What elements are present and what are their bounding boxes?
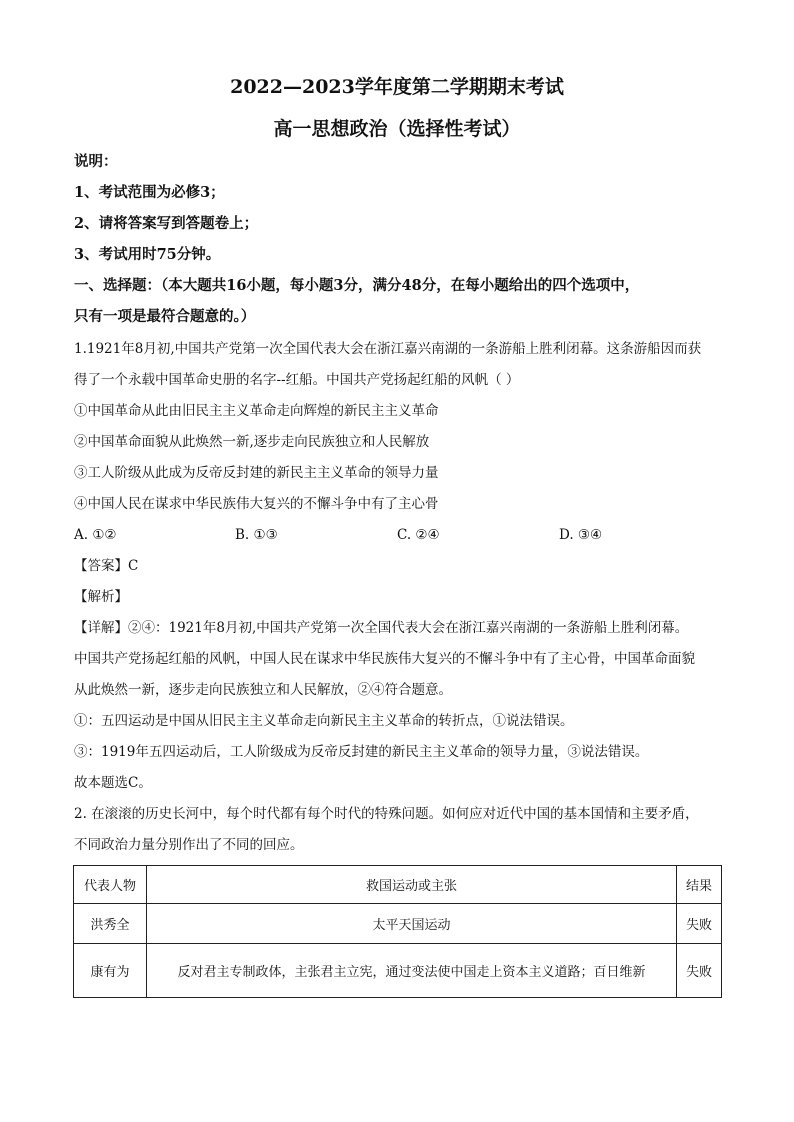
q1-option-d: D. ③④ <box>559 527 603 543</box>
exam-title: 2022—2023学年度第二学期期末考试 <box>230 76 564 98</box>
exam-subtitle: 高一思想政治（选择性考试） <box>273 118 521 140</box>
table-cell: 反对君主专制政体，主张君主立宪，通过变法使中国走上资本主义道路；百日维新 <box>146 944 676 998</box>
table-header-row <box>74 866 722 904</box>
section-title: 一、选择题：（本大题共16小题，每小题3分，满分48分，在每小题给出的四个选项中， <box>74 277 640 294</box>
table-cell: 太平天国运动 <box>146 904 676 944</box>
q1-detail-line: 中国共产党扬起红船的风帆，中国人民在谋求中华民族伟大复兴的不懈斗争中有了主心骨，中国革命面貌 <box>74 651 695 667</box>
section-title-cont: 只有一项是最符合题意的。） <box>74 308 256 325</box>
q1-detail-line: ①：五四运动是中国从旧民主主义革命走向新民主主义革命的转折点，①说法错误。 <box>74 713 574 729</box>
table-header-cell: 救国运动或主张 <box>146 866 676 904</box>
q1-detail-line: 【详解】②④：1921年8月初,中国共产党第一次全国代表大会在浙江嘉兴南湖的一条游船上胜利闭幕。 <box>74 620 689 636</box>
table-header-cell: 代表人物 <box>74 866 147 904</box>
q2-stem: 2. 在滚滚的历史长河中，每个时代都有每个时代的特殊问题。如何应对近代中国的基本国情和主要矛盾， <box>74 806 699 822</box>
q1-option-a: A. ①② <box>74 527 117 543</box>
q1-option-c: C. ②④ <box>397 527 440 543</box>
table-row <box>74 944 722 998</box>
table-header-cell: 结果 <box>677 866 722 904</box>
q1-stem: 1.1921年8月初,中国共产党第一次全国代表大会在浙江嘉兴南湖的一条游船上胜利闭幕。这条游船因而获 <box>74 341 702 357</box>
q1-option-b: B. ①③ <box>235 527 278 543</box>
q1-statement: ④中国人民在谋求中华民族伟大复兴的不懈斗争中有了主心骨 <box>74 496 439 512</box>
q1-stem-cont: 得了一个永载中国革命史册的名字--红船。中国共产党扬起红船的风帆（ ） <box>74 372 520 388</box>
instruction-item: 3、考试用时75分钟。 <box>74 246 221 263</box>
q2-table <box>73 865 722 998</box>
q1-detail-line: 从此焕然一新，逐步走向民族独立和人民解放，②④符合题意。 <box>74 682 452 698</box>
q1-statement: ③工人阶级从此成为反帝反封建的新民主主义革命的领导力量 <box>74 465 439 481</box>
instruction-item: 1、考试范围为必修3； <box>74 184 225 201</box>
q1-detail-line: ③：1919年五四运动后，工人阶级成为反帝反封建的新民主主义革命的领导力量，③说法错误。 <box>74 744 649 760</box>
q1-statement: ①中国革命从此由旧民主主义革命走向辉煌的新民主主义革命 <box>74 403 439 419</box>
table-row <box>74 904 722 944</box>
table-cell: 洪秀全 <box>74 904 147 944</box>
q1-analysis-label: 【解析】 <box>74 589 128 605</box>
instruction-item: 2、请将答案写到答题卷上； <box>74 215 259 232</box>
q2-stem-cont: 不同政治力量分别作出了不同的回应。 <box>74 837 304 853</box>
instructions-heading: 说明： <box>74 153 118 170</box>
q1-statement: ②中国革命面貌从此焕然一新,逐步走向民族独立和人民解放 <box>74 434 430 450</box>
q1-answer: 【答案】C <box>74 558 139 574</box>
q1-detail-line: 故本题选C。 <box>74 775 152 791</box>
table-cell: 失败 <box>677 904 722 944</box>
table-cell: 康有为 <box>74 944 147 998</box>
table-cell: 失败 <box>677 944 722 998</box>
